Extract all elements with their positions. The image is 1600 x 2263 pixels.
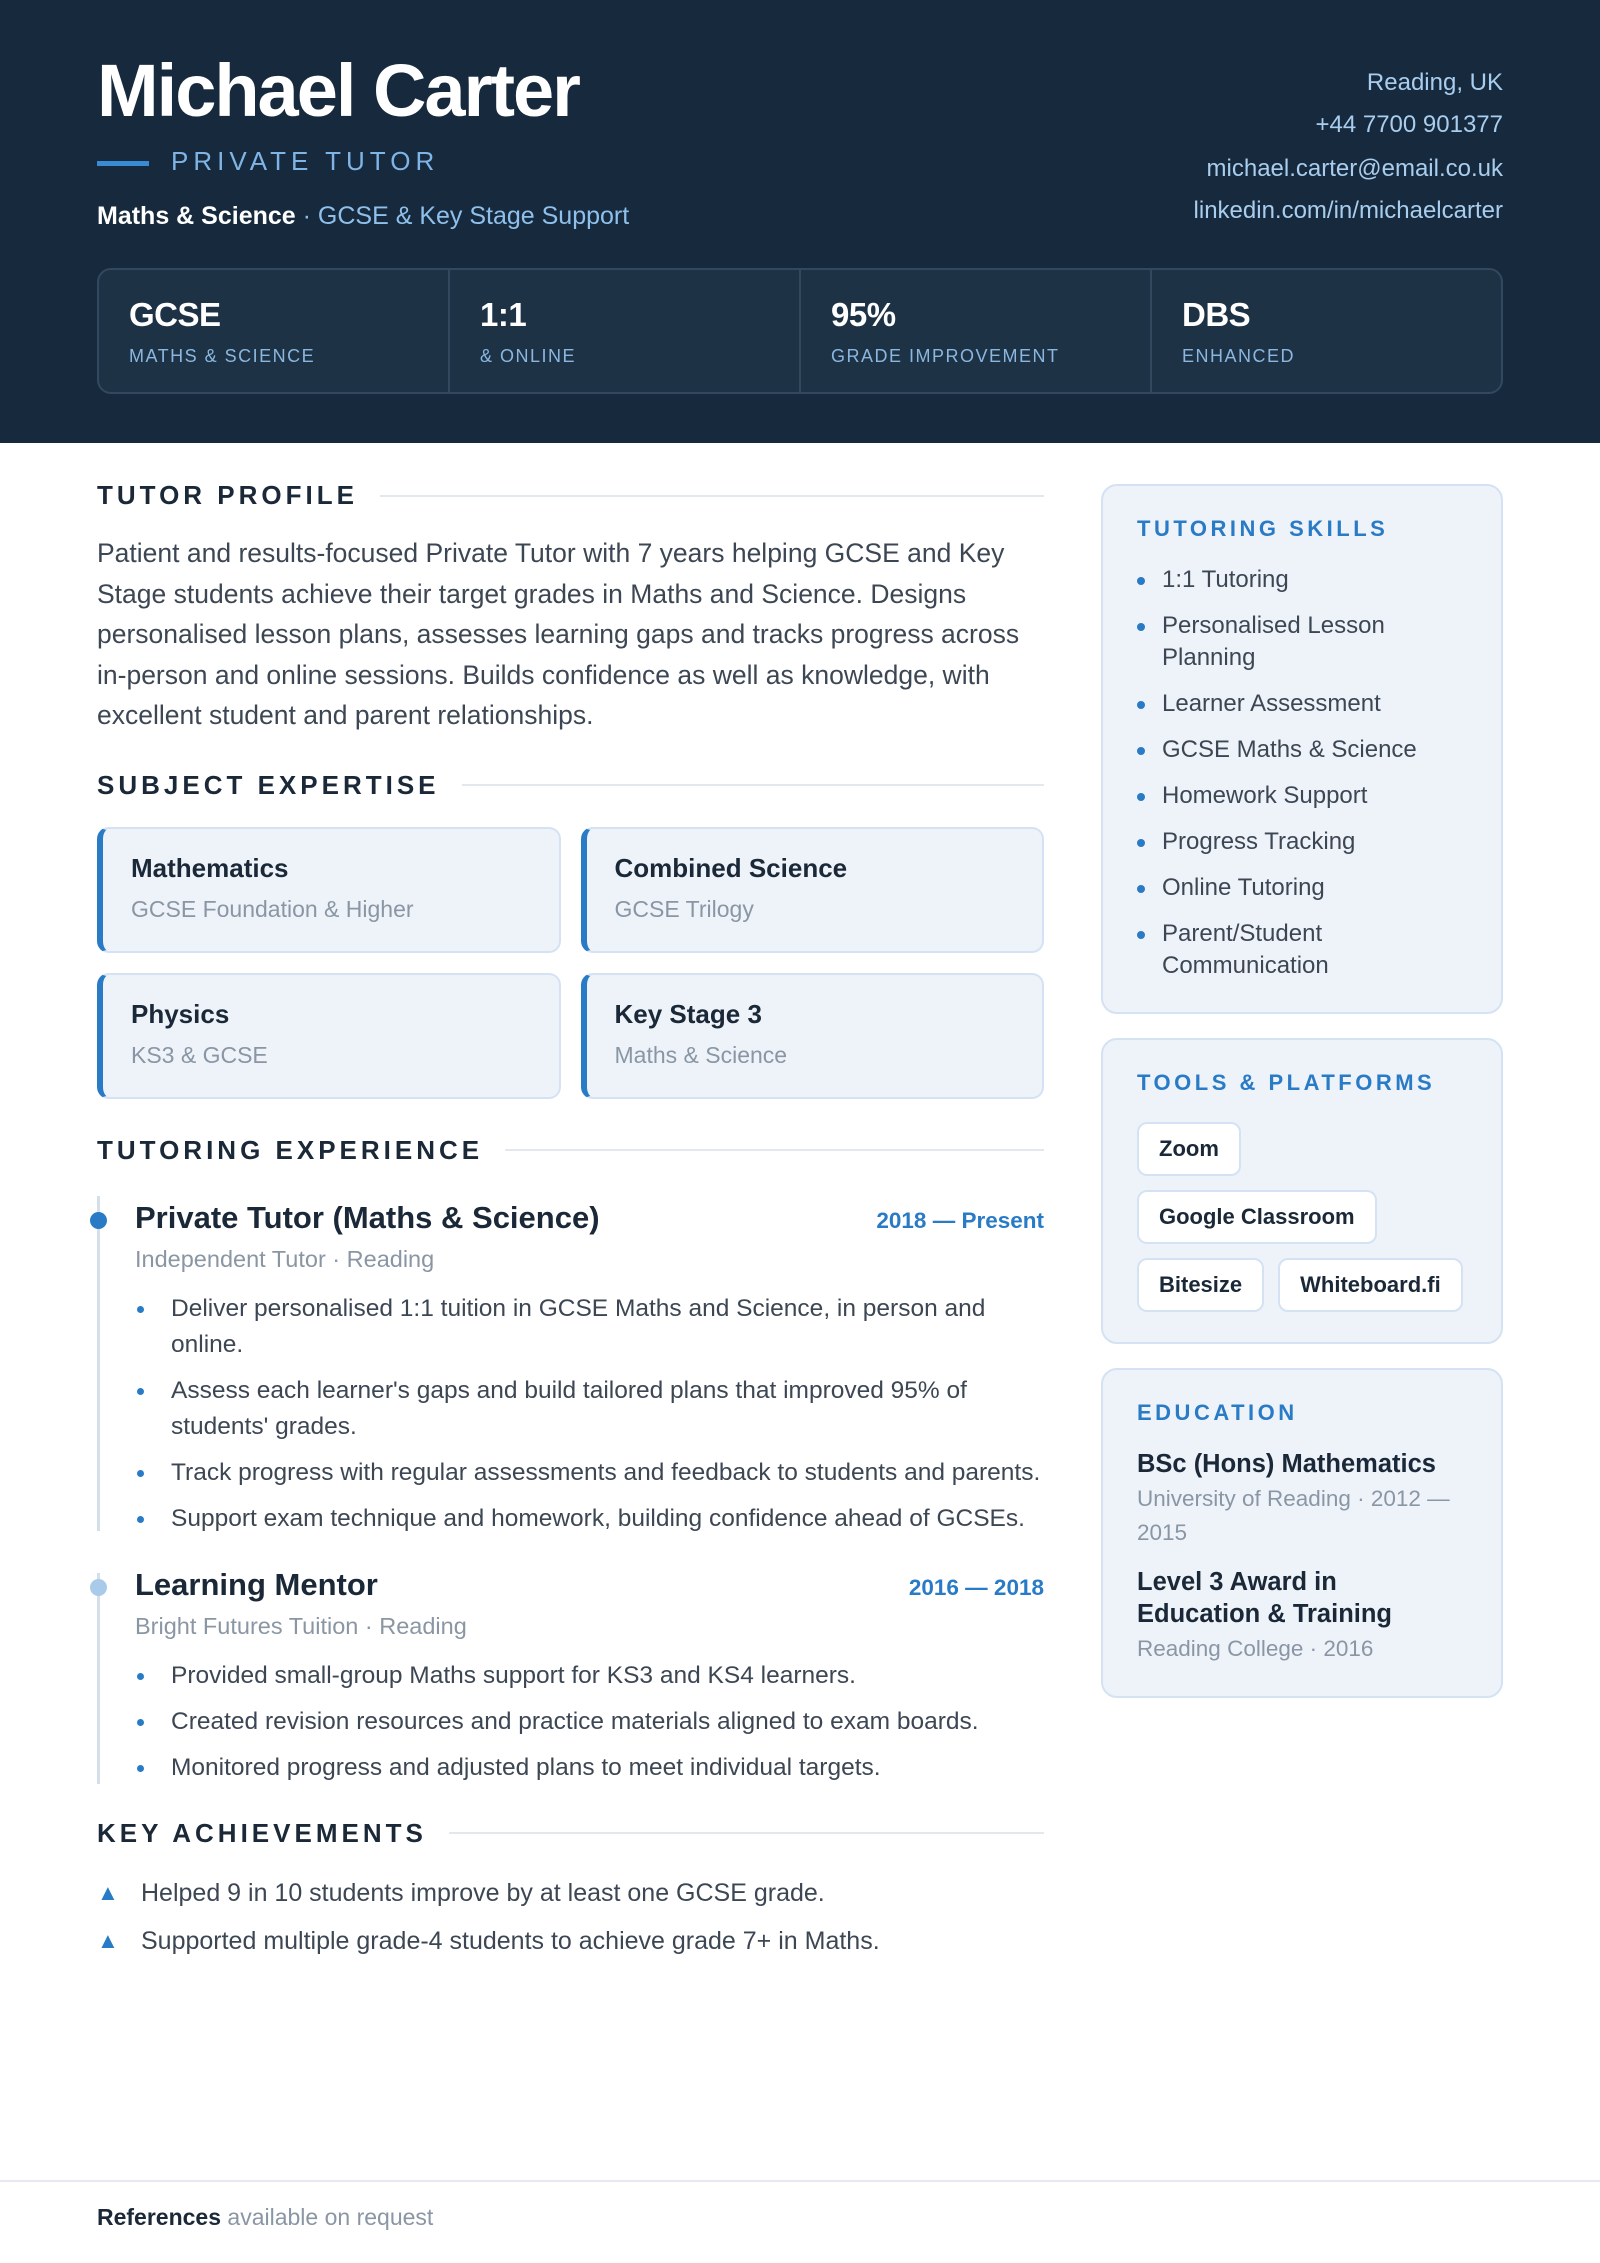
expertise-card [97,973,561,1099]
stat-label: & ONLINE [480,346,577,366]
job-bullet: Assess each learner's gaps and build tailored plans that improved 95% of students' grades. [135,1373,1044,1445]
education-item [1137,1566,1467,1666]
timeline-dot-icon [90,1579,107,1596]
skills-list [1137,564,1467,982]
expertise-title: Combined Science [614,852,848,883]
achievement-item [97,1875,1044,1911]
expertise-card [581,973,1045,1099]
job-title: Learning Mentor [135,1566,378,1602]
footer-rest: available on request [221,2204,434,2230]
skill-item: 1:1 Tutoring [1137,564,1467,596]
job-bullet: Deliver personalised 1:1 tuition in GCSE Maths and Science, in person and online. [135,1291,1044,1363]
tools-title: TOOLS & PLATFORMS [1137,1070,1436,1095]
section-title-achievements: KEY ACHIEVEMENTS [97,1818,1044,1849]
footer-divider [0,2180,1600,2182]
expertise-sub: GCSE Foundation & Higher [131,895,414,922]
timeline-line [97,1573,100,1784]
education-meta: University of Reading · 2012 — 2015 [1137,1486,1450,1545]
education-degree: BSc (Hons) Mathematics [1137,1450,1436,1478]
job-bullets [135,1658,1044,1786]
skill-item: Online Tutoring [1137,872,1467,904]
job-bullets [135,1291,1044,1537]
contact-linkedin[interactable]: linkedin.com/in/michaelcarter [1193,197,1503,224]
stat-item [99,270,450,392]
expertise-card [97,827,561,953]
expertise-title: Physics [131,998,230,1029]
expertise-title: Key Stage 3 [614,998,762,1029]
job-title: Private Tutor (Maths & Science) [135,1199,600,1235]
expertise-sub: KS3 & GCSE [131,1041,268,1068]
section-title-experience: TUTORING EXPERIENCE [97,1135,1044,1166]
main-column [97,480,1044,1971]
skills-title: TUTORING SKILLS [1137,516,1389,541]
candidate-name: Michael Carter [97,49,579,132]
skill-item: Learner Assessment [1137,688,1467,720]
stat-value: GCSE [129,296,221,333]
tools-list [1137,1122,1467,1312]
contact-location: Reading, UK [1366,69,1503,96]
education-meta: Reading College · 2016 [1137,1636,1374,1661]
job-date: 2016 — 2018 [908,1574,1044,1600]
expertise-sub: Maths & Science [614,1041,788,1068]
achievement-item [97,1923,1044,1959]
stat-item [1152,270,1501,392]
stats-bar [97,268,1503,394]
timeline-dot-icon [90,1212,107,1229]
education-item [1137,1448,1467,1550]
education-card [1101,1368,1503,1698]
stat-label: ENHANCED [1182,346,1296,366]
tool-tag: Bitesize [1137,1258,1264,1312]
expertise-title: Mathematics [131,852,289,883]
skill-item: Personalised Lesson Planning [1137,610,1467,674]
job-date: 2018 — Present [876,1207,1044,1233]
contact-email[interactable]: michael.carter@email.co.uk [1206,155,1503,182]
job-bullet: Monitored progress and adjusted plans to meet individual targets. [135,1750,1044,1786]
achievements-list [97,1875,1044,1959]
timeline-line [97,1196,100,1531]
experience-timeline [97,1200,1044,1786]
education-title: EDUCATION [1137,1400,1298,1425]
skill-item: GCSE Maths & Science [1137,734,1467,766]
triangle-up-icon: ▲ [97,1879,119,1905]
job-entry [97,1200,1044,1537]
stat-item [450,270,801,392]
achievement-text: Helped 9 in 10 students improve by at least one GCSE grade. [141,1878,825,1907]
job-bullet: Created revision resources and practice materials aligned to exam boards. [135,1704,1044,1740]
tagline [97,202,629,231]
header [0,0,1600,443]
contact-block [1194,62,1503,232]
tool-tag: Whiteboard.fi [1278,1258,1463,1312]
profile-text: Patient and results-focused Private Tutor with 7 years helping GCSE and Key Stage students achieve their target grades in Maths and Science. Designs personalised lesson plans, assesses learning gaps and tracks progress across in-person and online sessions. Builds confidence as well as knowledge, with excellent student and parent relationships. [97,538,1020,730]
skills-card [1101,484,1503,1014]
tool-tag: Zoom [1137,1122,1241,1176]
job-entry [97,1567,1044,1786]
job-bullet: Track progress with regular assessments and feedback to students and parents. [135,1455,1044,1491]
expertise-card [581,827,1045,953]
job-bullet: Support exam technique and homework, building confidence ahead of GCSEs. [135,1501,1044,1537]
expertise-sub: GCSE Trilogy [614,895,754,922]
achievement-text: Supported multiple grade-4 students to achieve grade 7+ in Maths. [141,1926,880,1955]
footer-bold: References [97,2204,222,2230]
job-bullet: Provided small-group Maths support for KS3 and KS4 learners. [135,1658,1044,1694]
role-accent-line [97,161,149,166]
tagline-rest: · GCSE & Key Stage Support [295,202,630,230]
skill-item: Progress Tracking [1137,826,1467,858]
job-header [135,1567,1044,1603]
stat-value: DBS [1182,296,1251,333]
section-title-expertise: SUBJECT EXPERTISE [97,770,1044,801]
tool-tag: Google Classroom [1137,1190,1377,1244]
sidebar [1101,484,1503,1722]
tagline-bold: Maths & Science [97,202,296,230]
job-organisation: Independent Tutor · Reading [135,1245,435,1272]
stat-label: MATHS & SCIENCE [129,346,316,366]
triangle-up-icon: ▲ [97,1927,119,1953]
footer [97,2204,433,2231]
skill-item: Homework Support [1137,780,1467,812]
role-title: PRIVATE TUTOR [171,146,440,176]
expertise-grid [97,827,1044,1099]
stat-item [801,270,1152,392]
stat-value: 1:1 [480,296,527,333]
stat-label: GRADE IMPROVEMENT [831,346,1060,366]
contact-phone[interactable]: +44 7700 901377 [1315,111,1503,138]
job-header [135,1200,1044,1236]
skill-item: Parent/Student Communication [1137,918,1467,982]
tools-card [1101,1038,1503,1344]
job-organisation: Bright Futures Tuition · Reading [135,1612,467,1639]
stat-value: 95% [831,296,896,333]
education-degree: Level 3 Award in Education & Training [1137,1568,1393,1628]
section-title-profile: TUTOR PROFILE [97,480,1044,511]
